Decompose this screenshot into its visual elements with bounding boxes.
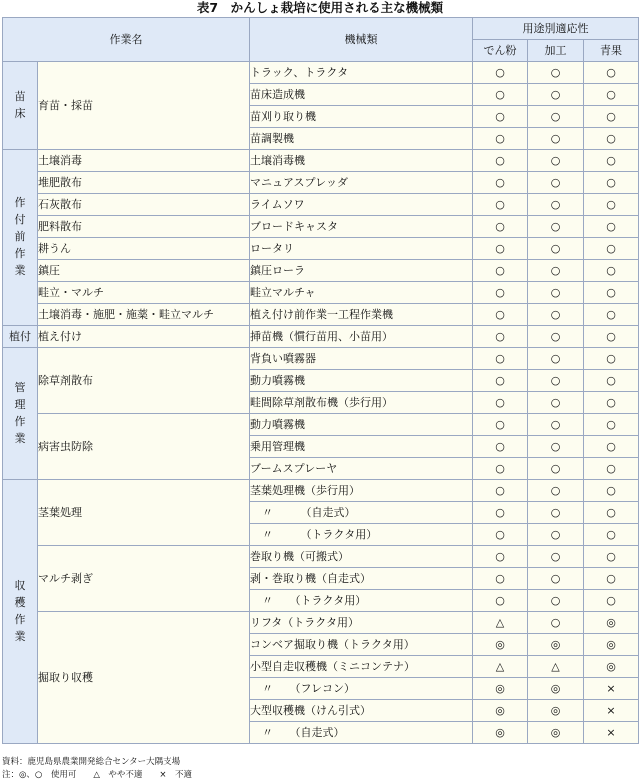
mark-fresh: ○ xyxy=(584,106,639,128)
machinery-table xyxy=(2,17,639,744)
mark-processing: ○ xyxy=(528,546,584,568)
machine-name xyxy=(250,392,473,414)
mark-processing: ○ xyxy=(528,458,584,480)
mark-fresh: ○ xyxy=(584,502,639,524)
mark-processing: ○ xyxy=(528,480,584,502)
mark-starch: ○ xyxy=(473,62,528,84)
work-name: 病害虫防除 xyxy=(38,414,250,480)
mark-fresh: ○ xyxy=(584,458,639,480)
work-name: 肥料散布 xyxy=(38,216,250,238)
machine-name xyxy=(250,348,473,370)
machine-name xyxy=(250,480,473,502)
table-row xyxy=(3,150,639,172)
mark-starch: ◎ xyxy=(473,634,528,656)
machine-label: 苗刈り取り機 xyxy=(250,110,316,123)
mark-fresh: × xyxy=(584,700,639,722)
machine-name xyxy=(250,458,473,480)
mark-fresh: ○ xyxy=(584,436,639,458)
mark-starch: ◎ xyxy=(473,678,528,700)
mark-processing: △ xyxy=(528,656,584,678)
mark-starch: ○ xyxy=(473,326,528,348)
mark-fresh: ◎ xyxy=(584,656,639,678)
table-row xyxy=(3,62,639,84)
mark-processing: ○ xyxy=(528,172,584,194)
machine-name xyxy=(250,238,473,260)
header-col-starch: でん粉 xyxy=(473,40,528,62)
machine-label: 植え付け前作業一工程作業機 xyxy=(250,308,393,321)
mark-fresh: ○ xyxy=(584,546,639,568)
machine-name xyxy=(250,700,473,722)
category-kanri xyxy=(3,348,38,480)
machine-name xyxy=(250,502,473,524)
mark-starch: ○ xyxy=(473,238,528,260)
table-row xyxy=(3,480,639,502)
category-label: 収穫作業 xyxy=(14,578,26,643)
mark-fresh: ○ xyxy=(584,348,639,370)
table-row xyxy=(3,238,639,260)
machine-name xyxy=(250,150,473,172)
machine-name xyxy=(250,722,473,744)
mark-starch: ○ xyxy=(473,458,528,480)
category-saku xyxy=(3,150,38,326)
work-name: 耕うん xyxy=(38,238,250,260)
machine-name xyxy=(250,260,473,282)
mark-fresh: ○ xyxy=(584,282,639,304)
machine-name xyxy=(250,370,473,392)
mark-processing: ○ xyxy=(528,590,584,612)
mark-starch: ○ xyxy=(473,194,528,216)
work-name: 石灰散布 xyxy=(38,194,250,216)
category-uetsuke xyxy=(3,326,38,348)
mark-processing: ○ xyxy=(528,502,584,524)
mark-fresh: ○ xyxy=(584,326,639,348)
mark-starch: ◎ xyxy=(473,722,528,744)
mark-processing: ◎ xyxy=(528,700,584,722)
machine-name xyxy=(250,546,473,568)
mark-starch: ○ xyxy=(473,546,528,568)
mark-processing: ○ xyxy=(528,304,584,326)
machine-name xyxy=(250,84,473,106)
mark-processing: ○ xyxy=(528,326,584,348)
mark-fresh: ○ xyxy=(584,216,639,238)
machine-label: 小型自走収穫機（ミニコンテナ） xyxy=(250,660,415,673)
mark-starch: ○ xyxy=(473,436,528,458)
table-title: 表7 かんしょ栽培に使用される主な機械類 xyxy=(196,0,444,15)
machine-label: 〃 （自走式） xyxy=(262,506,356,519)
header-col-fresh: 青果 xyxy=(584,40,639,62)
mark-fresh: ○ xyxy=(584,150,639,172)
mark-processing: ○ xyxy=(528,128,584,150)
machine-label: 鎮圧ローラ xyxy=(250,264,305,277)
machine-name xyxy=(250,282,473,304)
mark-processing: ○ xyxy=(528,238,584,260)
work-name: 土壌消毒 xyxy=(38,150,250,172)
mark-processing: ○ xyxy=(528,370,584,392)
machine-label: 挿苗機（慣行苗用、小苗用） xyxy=(250,330,393,343)
table-row xyxy=(3,414,639,436)
mark-fresh: ○ xyxy=(584,524,639,546)
table-row xyxy=(3,546,639,568)
machine-label: 〃 （フレコン） xyxy=(262,682,356,695)
mark-starch: △ xyxy=(473,612,528,634)
mark-processing: ○ xyxy=(528,62,584,84)
mark-processing: ○ xyxy=(528,106,584,128)
machine-name xyxy=(250,678,473,700)
category-nae xyxy=(3,62,38,150)
machine-label: 巻取り機（可搬式） xyxy=(250,550,349,563)
machine-label: トラック、トラクタ xyxy=(250,66,349,79)
mark-processing: ○ xyxy=(528,436,584,458)
header-suitability: 用途別適応性 xyxy=(473,18,639,40)
mark-starch: ○ xyxy=(473,128,528,150)
machine-label: 苗床造成機 xyxy=(250,88,305,101)
machine-label: ライムソワ xyxy=(250,198,305,211)
mark-fresh: × xyxy=(584,722,639,744)
mark-processing: ○ xyxy=(528,414,584,436)
mark-starch: ○ xyxy=(473,502,528,524)
mark-processing: ○ xyxy=(528,260,584,282)
legend-note: 注：◎、○ 使用可 △ やや不適 × 不適 xyxy=(2,770,192,780)
work-name: 除草剤散布 xyxy=(38,348,250,414)
mark-starch: ○ xyxy=(473,480,528,502)
mark-starch: ○ xyxy=(473,150,528,172)
machine-label: 背負い噴霧器 xyxy=(250,352,316,365)
machine-label: 〃 （自走式） xyxy=(262,726,345,739)
mark-starch: ○ xyxy=(473,172,528,194)
mark-processing: ○ xyxy=(528,84,584,106)
category-label: 作付前作業 xyxy=(14,196,26,277)
header-machine: 機械類 xyxy=(250,18,473,62)
table-row xyxy=(3,612,639,634)
machine-label: 動力噴霧機 xyxy=(250,374,305,387)
header-col-processing: 加工 xyxy=(528,40,584,62)
machine-label: 〃 （トラクタ用） xyxy=(262,528,378,541)
machine-name xyxy=(250,194,473,216)
mark-fresh: ○ xyxy=(584,84,639,106)
notes xyxy=(2,756,192,782)
machine-name xyxy=(250,326,473,348)
machine-label: 大型収穫機（けん引式） xyxy=(250,704,371,717)
mark-starch: ○ xyxy=(473,524,528,546)
mark-starch: ○ xyxy=(473,216,528,238)
mark-fresh: ○ xyxy=(584,304,639,326)
machine-name xyxy=(250,216,473,238)
machine-label: 畦間除草剤散布機（歩行用） xyxy=(250,396,393,409)
work-name: 茎葉処理 xyxy=(38,480,250,546)
mark-processing: ○ xyxy=(528,150,584,172)
category-shukaku xyxy=(3,480,38,744)
mark-processing: ○ xyxy=(528,282,584,304)
header-work: 作業名 xyxy=(3,18,250,62)
mark-starch: ○ xyxy=(473,260,528,282)
table-row xyxy=(3,348,639,370)
table-row xyxy=(3,172,639,194)
work-name: 堆肥散布 xyxy=(38,172,250,194)
table-row xyxy=(3,282,639,304)
machine-name xyxy=(250,568,473,590)
mark-fresh: ◎ xyxy=(584,612,639,634)
mark-starch: ○ xyxy=(473,414,528,436)
mark-processing: ◎ xyxy=(528,634,584,656)
machine-name xyxy=(250,656,473,678)
mark-starch: ○ xyxy=(473,282,528,304)
machine-label: ブロードキャスタ xyxy=(250,220,338,233)
mark-fresh: × xyxy=(584,678,639,700)
mark-fresh: ◎ xyxy=(584,634,639,656)
machine-label: リフタ（トラクタ用） xyxy=(250,616,360,629)
machine-name xyxy=(250,106,473,128)
mark-processing: ○ xyxy=(528,568,584,590)
mark-processing: ○ xyxy=(528,524,584,546)
table-body xyxy=(3,62,639,744)
machine-label: 茎葉処理機（歩行用） xyxy=(250,484,360,497)
machine-name xyxy=(250,414,473,436)
work-name: 土壌消毒・施肥・施薬・畦立マルチ xyxy=(38,304,250,326)
machine-name xyxy=(250,524,473,546)
machine-name xyxy=(250,590,473,612)
machine-label: 畦立マルチャ xyxy=(250,286,316,299)
mark-fresh: ○ xyxy=(584,370,639,392)
mark-fresh: ○ xyxy=(584,194,639,216)
category-label: 植付 xyxy=(9,330,31,343)
machine-name xyxy=(250,172,473,194)
mark-fresh: ○ xyxy=(584,172,639,194)
machine-name xyxy=(250,128,473,150)
machine-name xyxy=(250,634,473,656)
mark-starch: ○ xyxy=(473,84,528,106)
machine-label: ブームスプレーヤ xyxy=(250,462,338,475)
work-name: 鎮圧 xyxy=(38,260,250,282)
mark-starch: ○ xyxy=(473,348,528,370)
mark-starch: ○ xyxy=(473,568,528,590)
work-name: 掘取り収穫 xyxy=(38,612,250,744)
mark-fresh: ○ xyxy=(584,62,639,84)
machine-name xyxy=(250,62,473,84)
category-label: 管理作業 xyxy=(14,380,26,445)
mark-fresh: ○ xyxy=(584,238,639,260)
mark-processing: ○ xyxy=(528,612,584,634)
mark-fresh: ○ xyxy=(584,590,639,612)
table-row xyxy=(3,260,639,282)
machine-name xyxy=(250,436,473,458)
table-row xyxy=(3,194,639,216)
machine-label: 動力噴霧機 xyxy=(250,418,305,431)
machine-name xyxy=(250,304,473,326)
mark-fresh: ○ xyxy=(584,414,639,436)
machine-label: マニュアスプレッダ xyxy=(250,176,349,189)
mark-fresh: ○ xyxy=(584,128,639,150)
mark-fresh: ○ xyxy=(584,568,639,590)
machine-name xyxy=(250,612,473,634)
mark-processing: ○ xyxy=(528,194,584,216)
mark-starch: ○ xyxy=(473,304,528,326)
machine-label: 苗調製機 xyxy=(250,132,294,145)
machine-label: ロータリ xyxy=(250,242,294,255)
work-name: 育苗・採苗 xyxy=(38,62,250,150)
mark-processing: ◎ xyxy=(528,722,584,744)
mark-starch: △ xyxy=(473,656,528,678)
mark-starch: ◎ xyxy=(473,700,528,722)
machine-label: 剥・巻取り機（自走式） xyxy=(250,572,371,585)
machine-label: 〃 （トラクタ用） xyxy=(262,594,367,607)
source-note: 資料：鹿児島県農業開発総合センター大隅支場 xyxy=(2,757,181,767)
work-name: 畦立・マルチ xyxy=(38,282,250,304)
table-row xyxy=(3,216,639,238)
mark-processing: ○ xyxy=(528,348,584,370)
machine-label: コンベア掘取り機（トラクタ用） xyxy=(250,638,415,651)
work-name: マルチ剥ぎ xyxy=(38,546,250,612)
table-row xyxy=(3,304,639,326)
mark-fresh: ○ xyxy=(584,392,639,414)
work-name: 植え付け xyxy=(38,326,250,348)
mark-fresh: ○ xyxy=(584,260,639,282)
table-row xyxy=(3,326,639,348)
mark-fresh: ○ xyxy=(584,480,639,502)
mark-starch: ○ xyxy=(473,392,528,414)
mark-starch: ○ xyxy=(473,590,528,612)
mark-processing: ◎ xyxy=(528,678,584,700)
category-label: 苗床 xyxy=(14,89,26,120)
mark-processing: ○ xyxy=(528,392,584,414)
machine-label: 土壌消毒機 xyxy=(250,154,305,167)
mark-starch: ○ xyxy=(473,106,528,128)
mark-processing: ○ xyxy=(528,216,584,238)
machine-label: 乗用管理機 xyxy=(250,440,305,453)
mark-starch: ○ xyxy=(473,370,528,392)
